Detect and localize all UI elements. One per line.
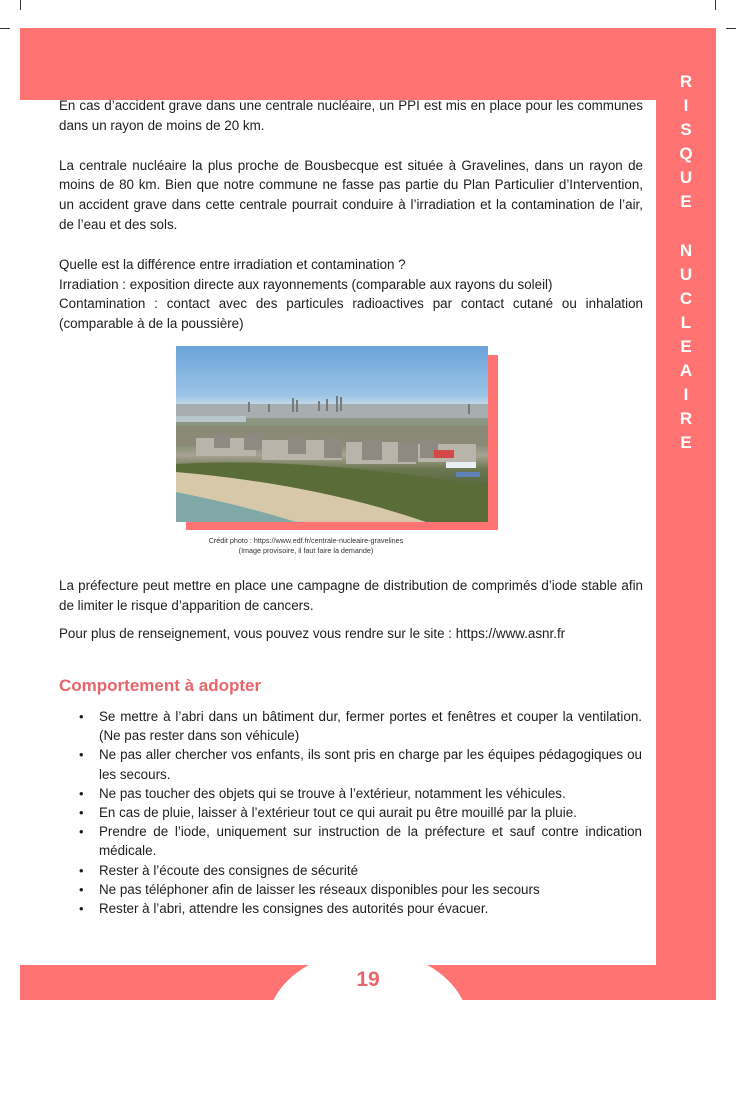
list-item: • Ne pas aller chercher vos enfants, ils sont pris en charge par les équipes pédagogiques ou les secours. bbox=[79, 745, 642, 783]
crop-mark bbox=[715, 0, 716, 10]
side-title-letter: N bbox=[679, 240, 693, 260]
photo-credit: Crédit photo : https://www.edf.fr/centrale-nucleaire-gravelines bbox=[208, 536, 404, 545]
side-title-letter: R bbox=[679, 72, 693, 91]
irradiation-definition: Irradiation : exposition directe aux rayonnements (comparable aux rayons du soleil) bbox=[59, 276, 553, 292]
side-title-letter: Q bbox=[679, 144, 693, 164]
intro-paragraph-gravelines: La centrale nucléaire la plus proche de Bousbecque est située à Gravelines, dans un rayon de moins de 80 km. Bien que notre commune ne fasse pas partie du Plan Particulier d’Intervention, un accident grave dans cette centrale pourrait conduire à l’irradiation et la contamination de l’air, de l’eau et des sols. bbox=[59, 157, 643, 232]
side-title-spacer bbox=[656, 215, 716, 239]
list-item: • Prendre de l’iode, uniquement sur instruction de la préfecture et sauf contre indication médicale. bbox=[79, 822, 642, 860]
side-title-letter: E bbox=[680, 192, 692, 212]
side-title-letter: A bbox=[679, 361, 693, 381]
side-title-letter: E bbox=[680, 433, 692, 453]
frame-top-band bbox=[20, 28, 716, 100]
intro-paragraph-ppi: En cas d’accident grave dans une centrale nucléaire, un PPI est mis en place pour les communes dans un rayon de moins de 20 km. bbox=[59, 98, 643, 133]
side-title-letter: C bbox=[679, 288, 693, 308]
more-info-paragraph: Pour plus de renseignement, vous pouvez vous rendre sur le site : https://www.asnr.fr bbox=[59, 625, 566, 641]
contamination-definition: Contamination : contact avec des particules radioactives par contact cutané ou inhalation (comparable à de la poussière) bbox=[59, 296, 643, 332]
list-item: • Rester à l’abri, attendre les consignes des autorités pour évacuer. bbox=[79, 899, 642, 918]
question-heading: Quelle est la différence entre irradiation et contamination ? bbox=[59, 256, 406, 272]
intro-section bbox=[59, 96, 643, 334]
page-number: 19 bbox=[356, 968, 380, 991]
nuclear-plant-photo bbox=[176, 346, 488, 522]
photo-figure bbox=[176, 346, 498, 530]
behaviour-section-title: Comportement à adopter bbox=[59, 676, 262, 695]
iodine-distribution-paragraph: La préfecture peut mettre en place une campagne de distribution de comprimés d’iode stable afin de limiter le risque d’apparition de cancers. bbox=[59, 578, 643, 613]
side-title-letter: E bbox=[680, 337, 692, 357]
behaviour-list bbox=[79, 707, 642, 918]
list-item: • Rester à l’écoute des consignes de sécurité bbox=[79, 861, 642, 880]
list-item: • Ne pas téléphoner afin de laisser les réseaux disponibles pour les secours bbox=[79, 880, 642, 899]
side-title-letter: S bbox=[680, 120, 692, 140]
list-item: • Ne pas toucher des objets qui se trouve à l’extérieur, notamment les véhicules. bbox=[79, 784, 642, 803]
photo-note: (Image provisoire, il faut faire la demande) bbox=[238, 546, 374, 555]
side-title-letter: I bbox=[683, 385, 689, 405]
list-item: • En cas de pluie, laisser à l’extérieur tout ce qui aurait pu être mouillé par la pluie. bbox=[79, 803, 642, 822]
page-bottom-margin bbox=[0, 1000, 736, 1024]
side-title-risque-nucleaire bbox=[656, 70, 716, 456]
side-title-letter: U bbox=[679, 264, 693, 284]
crop-mark bbox=[726, 28, 736, 29]
side-title-letter: L bbox=[680, 312, 692, 332]
crop-mark bbox=[20, 0, 21, 10]
side-title-letter: I bbox=[683, 96, 689, 116]
nuclear-plant-illustration bbox=[176, 346, 488, 522]
list-item: • Se mettre à l’abri dans un bâtiment dur, fermer portes et fenêtres et couper la ventilation. (Ne pas rester dans son véhicule) bbox=[79, 707, 642, 745]
info-section bbox=[59, 576, 643, 643]
side-title-letter: U bbox=[679, 168, 693, 188]
crop-mark bbox=[0, 28, 10, 29]
photo-caption bbox=[176, 536, 436, 556]
side-title-letter: R bbox=[679, 409, 693, 429]
